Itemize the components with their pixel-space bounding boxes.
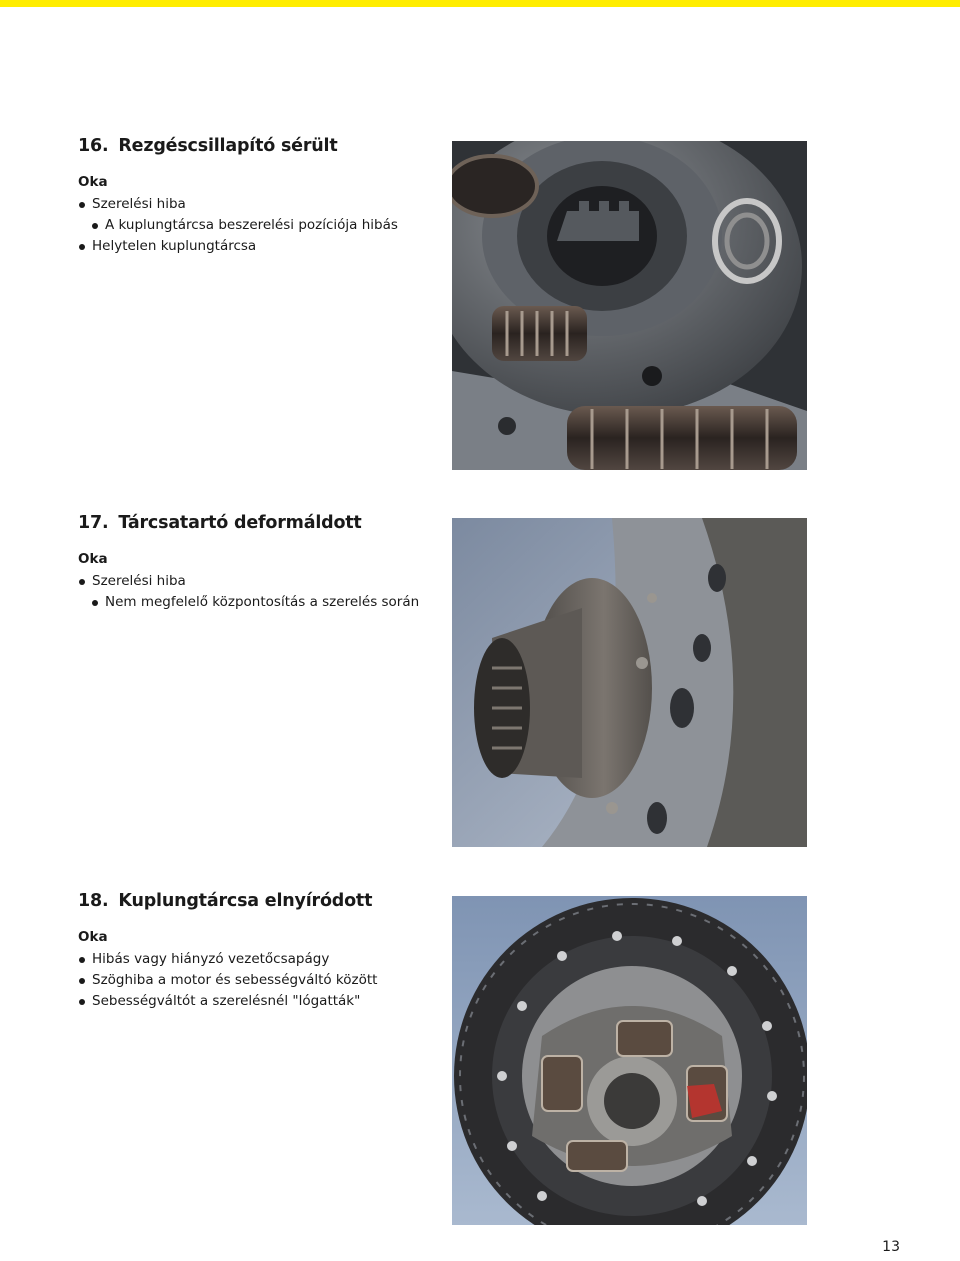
list-item: Nem megfelelő központosítás a szerelés során [78,592,438,613]
deformed-disc-carrier-photo [452,518,807,847]
cause-label: Oka [78,174,108,190]
list-item: Sebességváltót a szerelésnél "lógatták" [78,991,438,1012]
list-item: Hibás vagy hiányzó vezetőcsapágy [78,949,438,970]
cause-label: Oka [78,551,108,567]
list-item: Szöghiba a motor és sebességváltó között [78,970,438,991]
page-number: 13 [882,1239,900,1255]
cause-label: Oka [78,929,108,945]
list-item: Szerelési hiba [78,194,438,215]
sheared-clutch-disc-photo [452,896,807,1225]
section-heading: 18. Kuplungtárcsa elnyíródott [78,891,373,911]
section-heading: 17. Tárcsatartó deformáldott [78,513,362,533]
list-item: A kuplungtárcsa beszerelési pozíciója hibás [78,215,438,236]
top-accent-bar [0,0,960,7]
list-item: Helytelen kuplungtárcsa [78,236,438,257]
damaged-torsion-damper-photo [452,141,807,470]
section-17 [78,513,438,613]
section-heading: 16. Rezgéscsillapító sérült [78,136,338,156]
list-item: Szerelési hiba [78,571,438,592]
section-16 [78,136,438,257]
section-18 [78,891,438,1012]
